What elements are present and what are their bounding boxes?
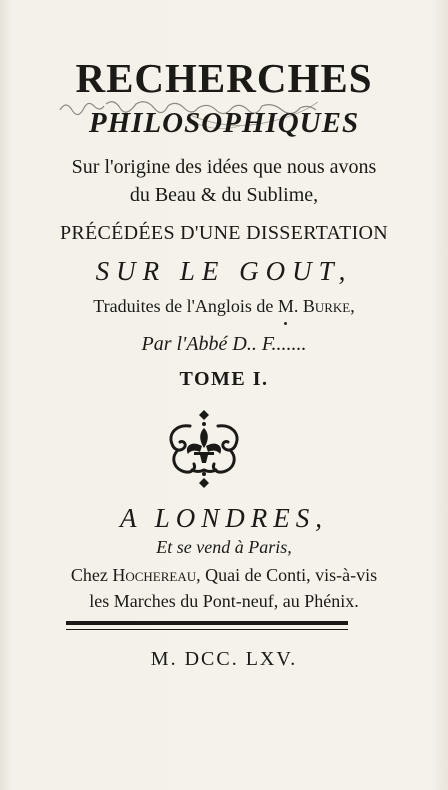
imprint-sold: Et se vend à Paris, [156, 537, 292, 557]
subtitle-line-2: du Beau & du Sublime, [129, 184, 319, 206]
author-name: Burke [302, 296, 351, 316]
imprint-publisher [0, 565, 448, 586]
ink-speck [284, 322, 287, 325]
preface-line-2: SUR LE GOUT, [95, 256, 353, 286]
preface-line-1: PRÉCÉDÉES D'UNE DISSERTATION [59, 222, 389, 244]
title-line-1: RECHERCHES [75, 55, 373, 101]
translation-prefix: Traduites de l'Anglois de M. [93, 296, 303, 316]
publisher-name: Hochereau [112, 565, 197, 585]
translator-line: Par l'Abbé D.. F....... [141, 333, 307, 355]
publication-year: M. DCC. LXV. [150, 648, 298, 670]
volume-label: TOME I. [179, 368, 269, 390]
subtitle-line-1: Sur l'origine des idées que nous avons [71, 156, 377, 178]
fleur-de-lis-ornament-icon [164, 408, 244, 490]
double-rule-thin [66, 629, 348, 630]
imprint-address: les Marches du Pont-neuf, au Phénix. [89, 591, 359, 611]
publisher-suffix: , Quai de Conti, vis-à-vis [196, 565, 378, 585]
translation-credit [0, 296, 448, 317]
double-rule-thick [66, 621, 348, 625]
publisher-prefix: Chez [70, 565, 113, 585]
translation-suffix: , [350, 296, 355, 316]
title-line-2: PHILOSOPHIQUES [88, 107, 360, 139]
imprint-city: A LONDRES, [119, 503, 328, 533]
